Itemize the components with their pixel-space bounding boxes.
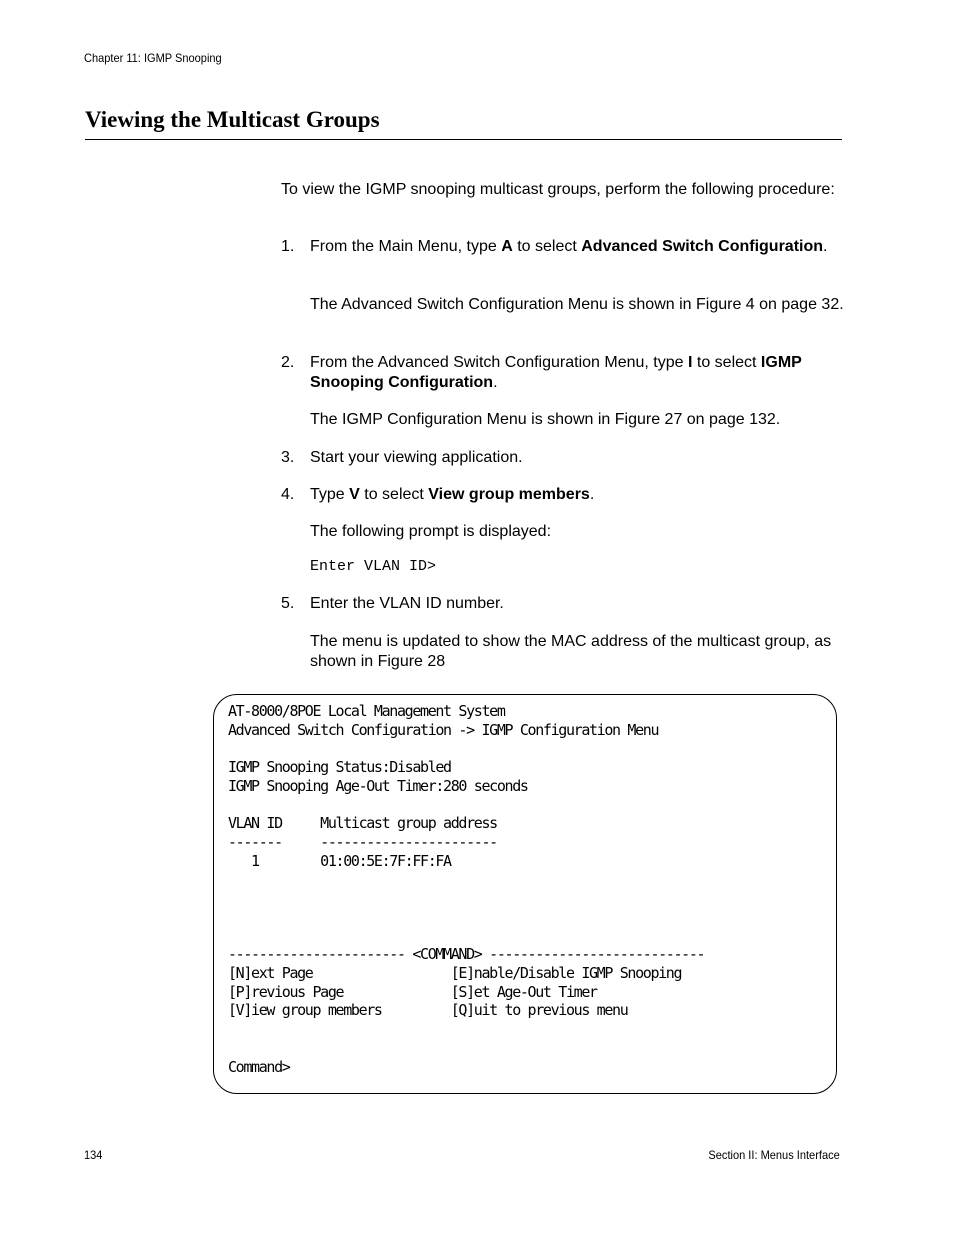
page-number: 134 xyxy=(84,1148,103,1162)
step-3-text: Start your viewing application. xyxy=(310,449,523,466)
terminal-group-row: 1 01:00:5E:7F:FF:FA xyxy=(228,852,451,870)
step-5-note: The menu is updated to show the MAC address of the multicast group, as shown in Figure 28 xyxy=(310,633,832,670)
step-2-text: From the Advanced Switch Configuration Menu, type I to select IGMP Snooping Configuration. xyxy=(310,354,802,391)
terminal-command-prompt: Command> xyxy=(228,1058,290,1076)
terminal-age-out-timer: IGMP Snooping Age-Out Timer:280 seconds xyxy=(228,777,528,795)
intro-paragraph: To view the IGMP snooping multicast groups, perform the following procedure: xyxy=(281,181,835,198)
section-footer: Section II: Menus Interface xyxy=(708,1148,840,1162)
terminal-column-header: VLAN ID Multicast group address xyxy=(228,814,497,832)
vlan-prompt-code: Enter VLAN ID> xyxy=(310,558,437,575)
chapter-header: Chapter 11: IGMP Snooping xyxy=(84,51,222,65)
step-2-note: The IGMP Configuration Menu is shown in Figure 27 on page 132. xyxy=(310,411,781,428)
step-1-note: The Advanced Switch Configuration Menu is shown in Figure 4 on page 32. xyxy=(310,296,844,313)
terminal-command-row-3: [V]iew group members [Q]uit to previous menu xyxy=(228,1001,628,1019)
terminal-command-row-1: [N]ext Page [E]nable/Disable IGMP Snooping xyxy=(228,964,682,982)
step-5-text: Enter the VLAN ID number. xyxy=(310,595,504,612)
step-1-text: From the Main Menu, type A to select Advanced Switch Configuration. xyxy=(310,238,828,255)
step-4-note: The following prompt is displayed: xyxy=(310,523,552,540)
terminal-column-rule: ------- ----------------------- xyxy=(228,833,497,851)
terminal-screen-frame xyxy=(213,694,837,1094)
step-1-number: 1. xyxy=(281,238,295,255)
page-title: Viewing the Multicast Groups xyxy=(85,107,842,140)
terminal-snooping-status: IGMP Snooping Status:Disabled xyxy=(228,758,451,776)
step-4-number: 4. xyxy=(281,486,295,503)
step-4-text: Type V to select View group members. xyxy=(310,486,595,503)
step-5-number: 5. xyxy=(281,595,295,612)
terminal-command-row-2: [P]revious Page [S]et Age-Out Timer xyxy=(228,983,597,1001)
terminal-command-rule: ----------------------- <COMMAND> ---------------------------- xyxy=(228,945,705,963)
step-3-number: 3. xyxy=(281,449,295,466)
terminal-system-name: AT-8000/8POE Local Management System xyxy=(228,702,505,720)
step-2-number: 2. xyxy=(281,354,295,371)
terminal-menu-path: Advanced Switch Configuration -> IGMP Configuration Menu xyxy=(228,721,659,739)
